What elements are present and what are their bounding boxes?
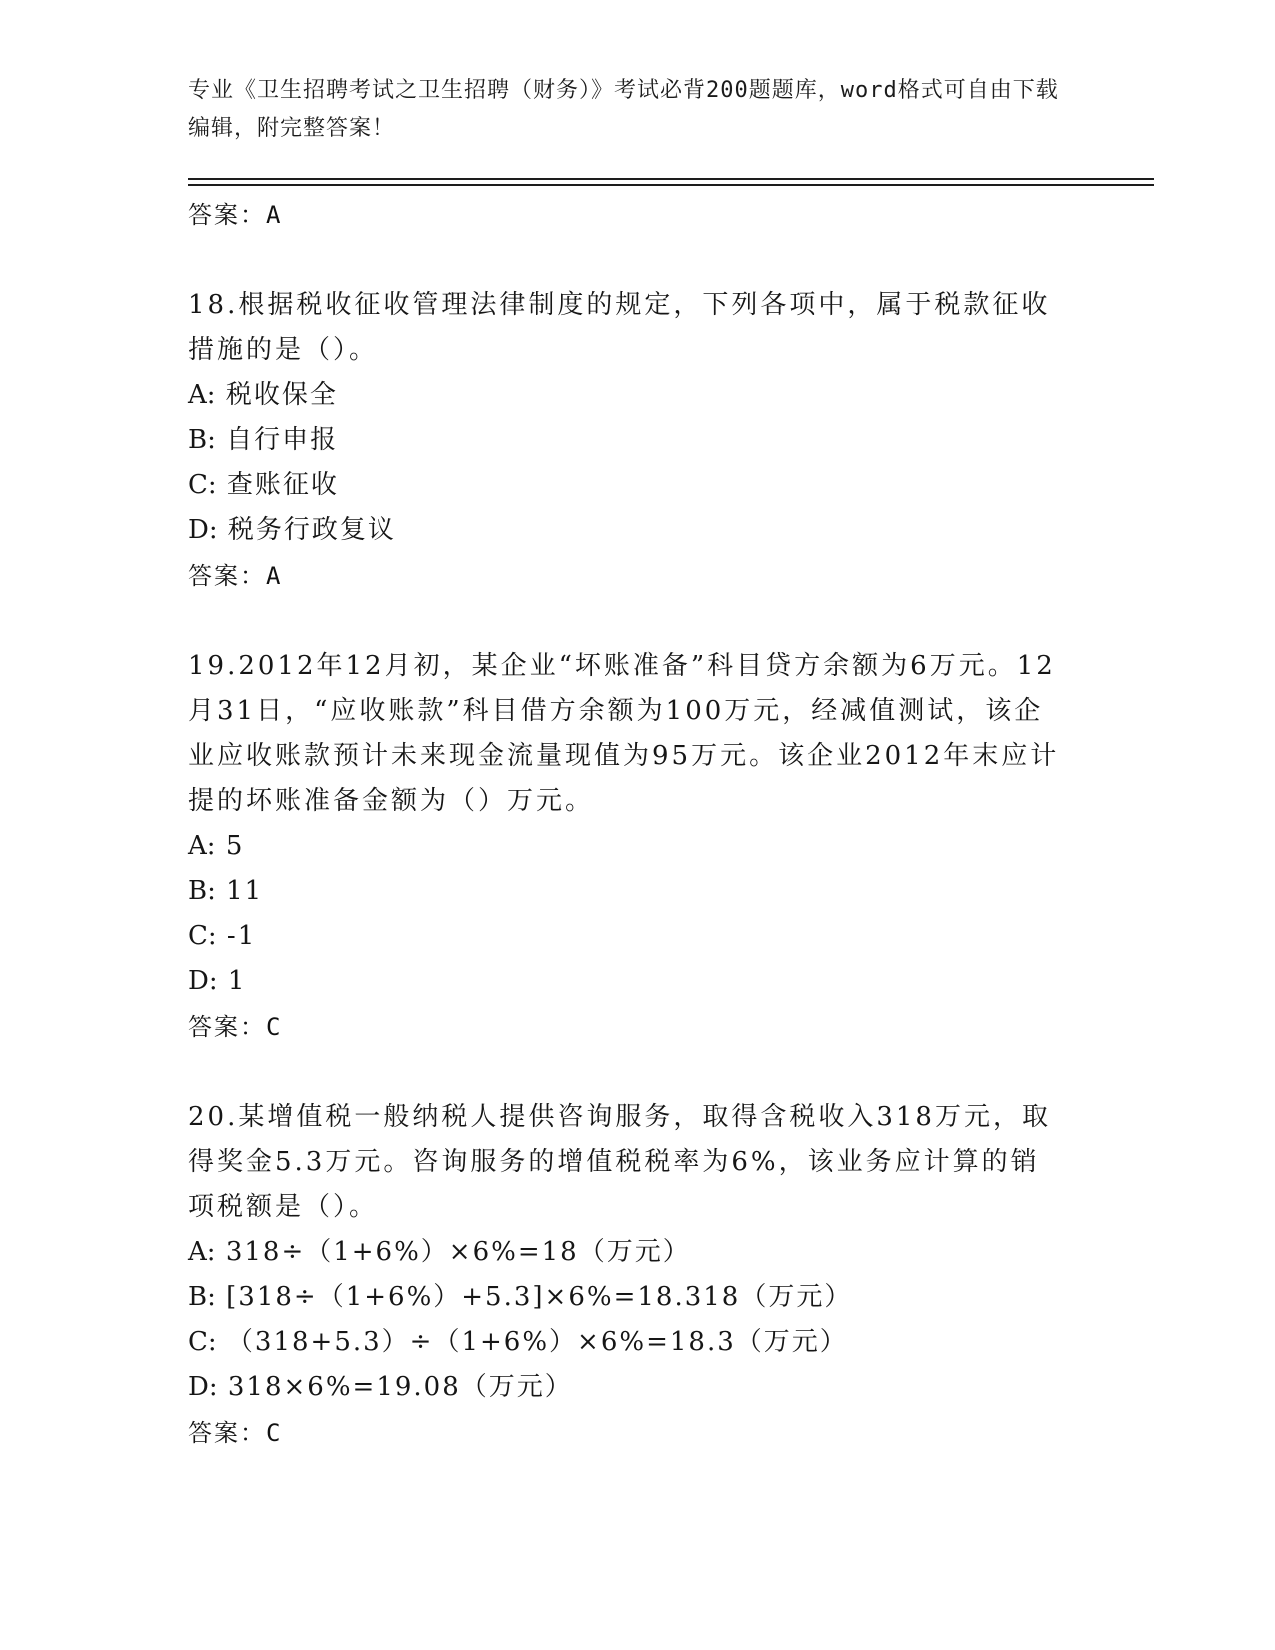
question-19: [188, 644, 1068, 1050]
option-text: [318÷（1+6%）+5.3]×6%=18.318（万元）: [226, 1282, 853, 1312]
option-letter: A:: [188, 380, 216, 410]
answer-value: A: [266, 201, 282, 229]
answer-value: A: [266, 562, 282, 590]
option-text: 5: [225, 831, 245, 861]
answer-value: C: [266, 1013, 282, 1041]
answer-line: [188, 1410, 1068, 1456]
option-text: 318÷（1+6%）×6%=18（万元）: [225, 1237, 691, 1267]
option-text: （318+5.3）÷（1+6%）×6%=18.3（万元）: [226, 1327, 848, 1357]
question-stem: 20.某增值税一般纳税人提供咨询服务，取得含税收入318万元，取得奖金5.3万元。咨询服务的增值税税率为6%，该业务应计算的销项税额是（）。: [188, 1102, 1051, 1222]
question-list: [188, 192, 1068, 1456]
answer-label: 答案：: [188, 201, 266, 229]
option-letter: C:: [188, 470, 217, 500]
option-a: [188, 824, 1068, 869]
option-text: 税务行政复议: [227, 515, 396, 545]
option-list: [188, 373, 1068, 553]
option-b: [188, 869, 1068, 914]
answer-line: [188, 1004, 1068, 1050]
option-text: 税收保全: [225, 380, 338, 410]
answer-line: [188, 553, 1068, 599]
option-text: -1: [226, 921, 257, 951]
answer-value: C: [266, 1419, 282, 1447]
option-a: [188, 373, 1068, 418]
answer-label: 答案：: [188, 1013, 266, 1041]
question-20: [188, 1095, 1068, 1456]
option-letter: C:: [188, 921, 217, 951]
option-list: [188, 824, 1068, 1004]
document-header: 专业《卫生招聘考试之卫生招聘（财务）》考试必背200题题库，word格式可自由下载编辑，附完整答案！: [188, 78, 1059, 141]
option-letter: A:: [188, 831, 216, 861]
option-d: [188, 1365, 1068, 1410]
option-letter: B:: [188, 425, 216, 455]
question-18: [188, 283, 1068, 599]
option-letter: B:: [188, 876, 216, 906]
option-letter: D:: [188, 515, 218, 545]
option-c: [188, 463, 1068, 508]
answer-label: 答案：: [188, 1419, 266, 1447]
option-text: 1: [227, 966, 247, 996]
option-c: [188, 1320, 1068, 1365]
option-letter: C:: [188, 1327, 217, 1357]
option-text: 318×6%=19.08（万元）: [227, 1372, 573, 1402]
option-c: [188, 914, 1068, 959]
question-stem: 18.根据税收征收管理法律制度的规定，下列各项中，属于税款征收措施的是（）。: [188, 290, 1051, 365]
option-letter: B:: [188, 1282, 216, 1312]
option-text: 查账征收: [226, 470, 339, 500]
option-letter: D:: [188, 966, 218, 996]
previous-answer: [188, 192, 1068, 238]
option-d: [188, 508, 1068, 553]
header-divider-top: [188, 178, 1154, 180]
answer-label: 答案：: [188, 562, 266, 590]
option-b: [188, 418, 1068, 463]
option-text: 11: [226, 876, 264, 906]
option-text: 自行申报: [226, 425, 339, 455]
option-d: [188, 959, 1068, 1004]
question-stem: 19.2012年12月初，某企业“坏账准备”科目贷方余额为6万元。12月31日，“应收账款”科目借方余额为100万元，经减值测试，该企业应收账款预计未来现金流量现值为95万元。该企业2012年末应计提的坏账准备金额为（）万元。: [188, 651, 1060, 816]
option-list: [188, 1230, 1068, 1410]
option-b: [188, 1275, 1068, 1320]
option-a: [188, 1230, 1068, 1275]
header-divider-bottom: [188, 184, 1154, 186]
option-letter: A:: [188, 1237, 216, 1267]
option-letter: D:: [188, 1372, 218, 1402]
